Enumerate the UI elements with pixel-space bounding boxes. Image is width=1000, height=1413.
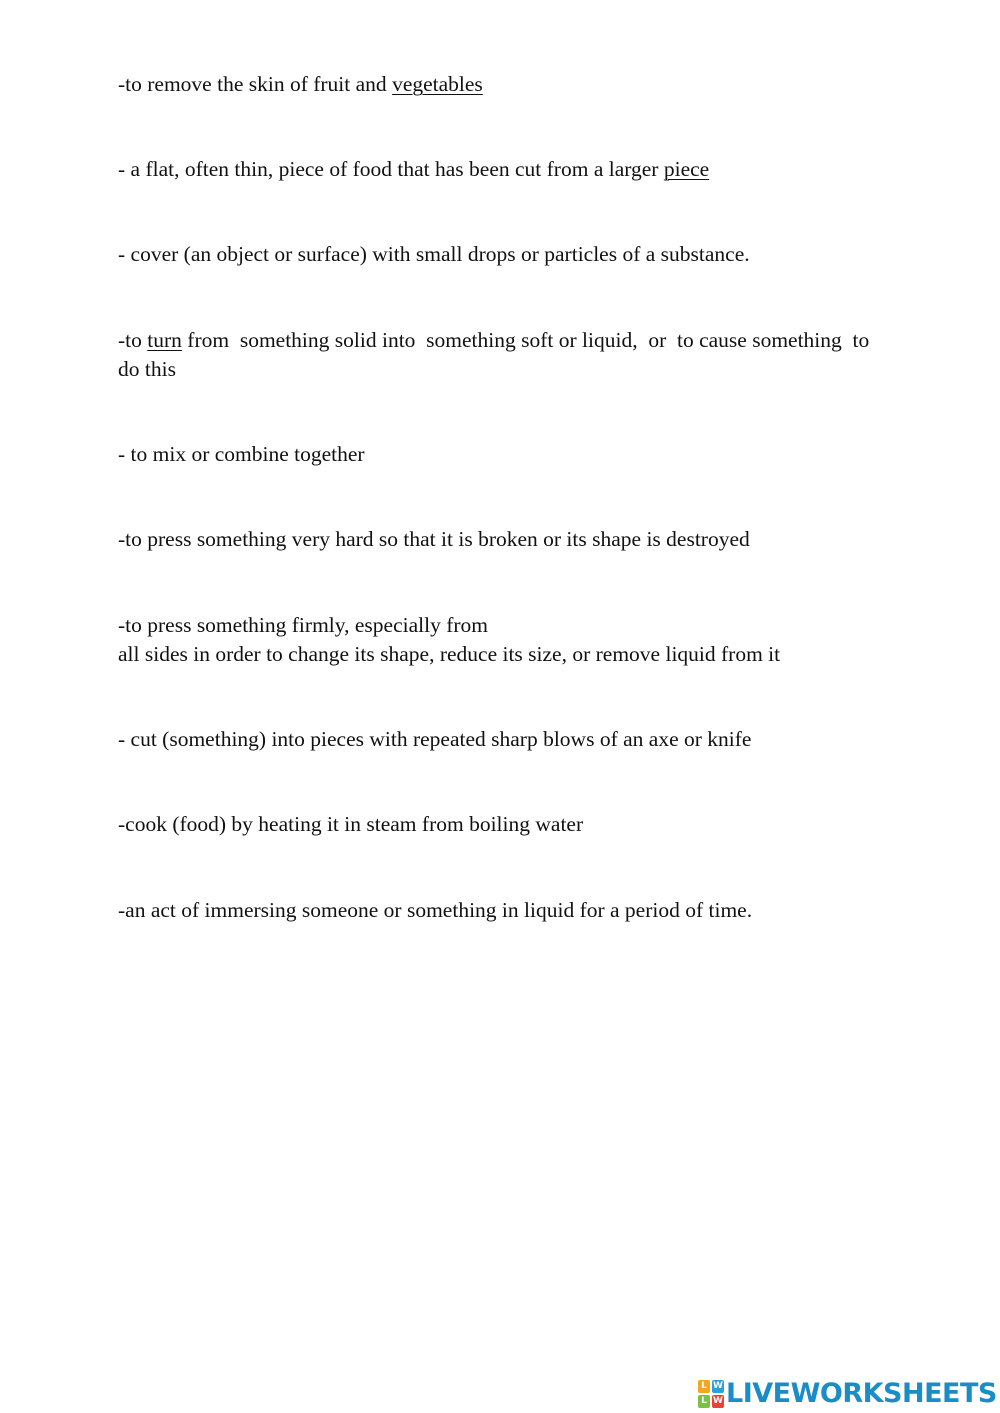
definition-7-line-1: -to press something firmly, especially from — [118, 613, 488, 637]
definition-1-text: -to remove the skin of fruit and — [118, 72, 393, 96]
definition-4-underlined-word: turn — [147, 328, 182, 352]
definition-1 — [118, 70, 930, 99]
definition-4-line-2: do this — [118, 357, 176, 381]
definition-4-rest: from something solid into something soft or liquid, or to cause something to — [181, 328, 870, 352]
definition-7 — [118, 611, 930, 669]
definition-6-text: -to press something very hard so that it is broken or its shape is destroyed — [118, 527, 750, 551]
definition-8-text: - cut (something) into pieces with repeated sharp blows of an axe or knife — [118, 727, 752, 751]
definition-3-text: - cover (an object or surface) with small drops or particles of a substance. — [118, 242, 750, 266]
definition-5 — [118, 440, 930, 469]
logo-tile-3: L — [698, 1395, 710, 1408]
liveworksheets-logo — [698, 1379, 997, 1409]
definition-7-line-2: all sides in order to change its shape, reduce its size, or remove liquid from it — [118, 642, 781, 666]
logo-tile-2: W — [713, 1381, 723, 1391]
definition-3 — [118, 240, 930, 269]
definition-8 — [118, 725, 930, 754]
definition-9-text: -cook (food) by heating it in steam from boiling water — [118, 812, 584, 836]
definition-4-prefix: -to — [118, 328, 148, 352]
logo-tile-4: W — [713, 1396, 723, 1406]
definition-2 — [118, 155, 930, 184]
definition-4 — [118, 326, 930, 384]
definition-6 — [118, 525, 930, 554]
logo-mark-icon — [698, 1380, 724, 1408]
definition-5-text: - to mix or combine together — [118, 442, 365, 466]
definition-9 — [118, 810, 930, 839]
definition-4-line-1 — [118, 326, 930, 355]
logo-text: LIVEWORKSHEETS — [726, 1378, 997, 1409]
logo-tile-1: L — [698, 1380, 710, 1393]
definition-2-underlined-word: piece — [663, 157, 710, 181]
definition-10-text: -an act of immersing someone or something in liquid for a period of time. — [118, 898, 753, 922]
definition-1-underlined-word: vegetables — [392, 72, 483, 96]
definition-2-text: - a flat, often thin, piece of food that has been cut from a larger — [118, 157, 664, 181]
definition-10 — [118, 896, 930, 925]
